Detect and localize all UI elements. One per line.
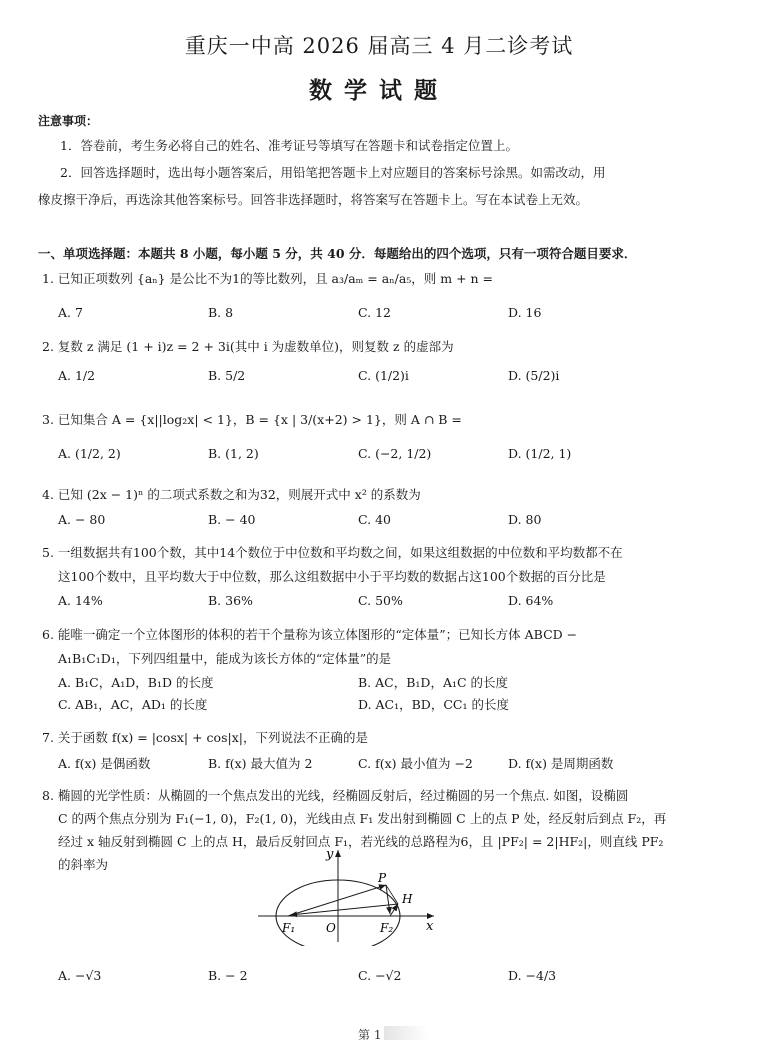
q1-option-a: A. 7 bbox=[58, 305, 83, 320]
q2-stem: 2. 复数 z 满足 (1 + i)z = 2 + 3i(其中 i 为虚数单位)，则复数 z 的虚部为 bbox=[42, 339, 454, 354]
q3-option-a: A. (1/2, 2) bbox=[58, 446, 121, 461]
q6-option-a: A. B₁C，A₁D，B₁D 的长度 bbox=[58, 675, 214, 690]
q3-stem: 3. 已知集合 A = {x||log₂x| < 1}，B = {x | 3/(x+2) > 1}，则 A ∩ B = bbox=[42, 412, 462, 427]
x-axis-label: x bbox=[426, 919, 434, 934]
q5-option-a: A. 14% bbox=[58, 593, 103, 608]
q5-option-b: B. 36% bbox=[208, 593, 253, 608]
q6-stem-line-2: A₁B₁C₁D₁，下列四组量中，能成为该长方体的“定体量”的是 bbox=[58, 651, 392, 666]
q7-option-a: A. f(x) 是偶函数 bbox=[58, 756, 151, 771]
section-1-heading: 一、单项选择题：本题共 8 小题，每小题 5 分，共 40 分．每题给出的四个选项，只有一项符合题目要求． bbox=[38, 246, 637, 261]
q2-option-d: D. (5/2)i bbox=[508, 368, 560, 383]
notice-heading: 注意事项： bbox=[38, 114, 99, 128]
q4-option-d: D. 80 bbox=[508, 512, 542, 527]
q2-option-b: B. 5/2 bbox=[208, 368, 246, 383]
ray-f2-to-h bbox=[390, 904, 398, 916]
notice-item-2-line-2: 橡皮擦干净后，再选涂其他答案标号。回答非选择题时，将答案写在答题卡上。写在本试卷上无效。 bbox=[38, 192, 589, 207]
q4-option-a: A. − 80 bbox=[58, 512, 106, 527]
q1-option-d: D. 16 bbox=[508, 305, 542, 320]
q7-option-c: C. f(x) 最小值为 −2 bbox=[358, 756, 473, 771]
q2-option-c: C. (1/2)i bbox=[358, 368, 409, 383]
q8-option-a: A. −√3 bbox=[58, 968, 102, 983]
origin-label: O bbox=[326, 921, 336, 935]
page-number-fade bbox=[384, 1026, 428, 1040]
q8-stem-line-3: 经过 x 轴反射到椭圆 C 上的点 H，最后反射回点 F₁，若光线的总路程为6，且 |PF₂| = 2|HF₂|，则直线 PF₂ bbox=[58, 834, 664, 849]
subject-title: 数学试题 bbox=[309, 77, 449, 104]
q8-option-b: B. − 2 bbox=[208, 968, 248, 983]
notice-item-2-line-1: 2．回答选择题时，选出每小题答案后，用铅笔把答题卡上对应题目的答案标号涂黑。如需改动，用 bbox=[60, 165, 606, 180]
q5-stem-line-2: 这100个数中，且平均数大于中位数，那么这组数据中小于平均数的数据占这100个数据的百分比是 bbox=[58, 569, 606, 584]
ray-h-to-f1 bbox=[290, 904, 398, 915]
point-p-label: P bbox=[378, 871, 387, 885]
ray-p-to-f2 bbox=[386, 885, 390, 914]
q7-stem: 7. 关于函数 f(x) = |cosx| + cos|x|，下列说法不正确的是 bbox=[42, 730, 368, 745]
q3-option-d: D. (1/2, 1) bbox=[508, 446, 572, 461]
q8-stem-line-2: C 的两个焦点分别为 F₁(−1, 0)，F₂(1, 0)，光线由点 F₁ 发出射到椭圆 C 上的点 P 处，经反射后到点 F₂，再 bbox=[58, 811, 667, 826]
q4-stem: 4. 已知 (2x − 1)ⁿ 的二项式系数之和为32，则展开式中 x² 的系数为 bbox=[42, 487, 421, 502]
q1-option-c: C. 12 bbox=[358, 305, 391, 320]
ray-f1-to-p bbox=[288, 885, 386, 916]
q8-stem-line-4: 的斜率为 bbox=[58, 857, 109, 872]
notice-item-1: 1．答卷前，考生务必将自己的姓名、准考证号等填写在答题卡和试卷指定位置上。 bbox=[60, 138, 518, 153]
ellipse-figure bbox=[250, 842, 450, 946]
q8-option-d: D. −4/3 bbox=[508, 968, 557, 983]
q4-option-c: C. 40 bbox=[358, 512, 391, 527]
q5-stem-line-1: 5. 一组数据共有100个数，其中14个数位于中位数和平均数之间，如果这组数据的中位数和平均数都不在 bbox=[42, 545, 623, 560]
q2-option-a: A. 1/2 bbox=[58, 368, 96, 383]
q6-stem-line-1: 6. 能唯一确定一个立体图形的体积的若干个量称为该立体图形的“定体量”；已知长方体 ABCD − bbox=[42, 627, 578, 642]
exam-title: 重庆一中高 2026 届高三 4 月二诊考试 bbox=[184, 34, 574, 58]
y-axis-label: y bbox=[326, 847, 334, 862]
q6-option-b: B. AC，B₁D，A₁C 的长度 bbox=[358, 675, 509, 690]
q6-option-d: D. AC₁，BD，CC₁ 的长度 bbox=[358, 697, 509, 712]
q5-option-d: D. 64% bbox=[508, 593, 554, 608]
q7-option-b: B. f(x) 最大值为 2 bbox=[208, 756, 313, 771]
q1-stem: 1. 已知正项数列 {aₙ} 是公比不为1的等比数列，且 a₃/aₘ = aₙ/a₅，则 m + n = bbox=[42, 271, 494, 286]
focus-f2-label: F₂ bbox=[380, 921, 394, 935]
q6-option-c: C. AB₁，AC，AD₁ 的长度 bbox=[58, 697, 208, 712]
q7-option-d: D. f(x) 是周期函数 bbox=[508, 756, 614, 771]
q8-option-c: C. −√2 bbox=[358, 968, 402, 983]
q3-option-c: C. (−2, 1/2) bbox=[358, 446, 432, 461]
q1-option-b: B. 8 bbox=[208, 305, 234, 320]
page-number: 第 1 bbox=[358, 1028, 382, 1042]
focus-f1-label: F₁ bbox=[282, 921, 296, 935]
point-h-label: H bbox=[402, 892, 413, 906]
q3-option-b: B. (1, 2) bbox=[208, 446, 259, 461]
q8-stem-line-1: 8. 椭圆的光学性质：从椭圆的一个焦点发出的光线，经椭圆反射后，经过椭圆的另一个焦点. 如图，设椭圆 bbox=[42, 788, 629, 803]
q5-option-c: C. 50% bbox=[358, 593, 403, 608]
q4-option-b: B. − 40 bbox=[208, 512, 256, 527]
